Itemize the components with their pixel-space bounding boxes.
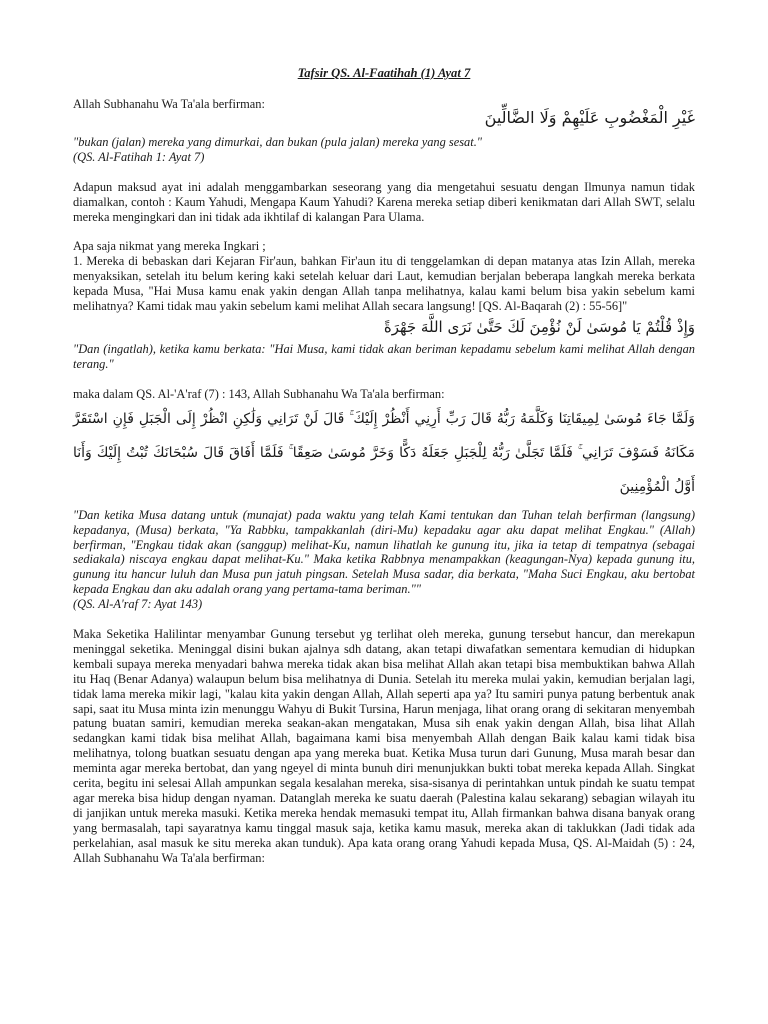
arabic-verse-al-fatihah-7: غَيْرِ الْمَغْضُوبِ عَلَيْهِمْ وَلَا الضَّالِّينَ — [484, 107, 695, 127]
reference-al-fatihah-7: (QS. Al-Fatihah 1: Ayat 7) — [73, 149, 205, 164]
arabic-verse-al-araf-143: وَلَمَّا جَاءَ مُوسَىٰ لِمِيقَاتِنَا وَكَلَّمَهُ رَبُّهُ قَالَ رَبِّ أَرِنِي أَنْظُرْ إِلَيْكَ ۚ قَالَ لَنْ تَرَانِي وَلَٰكِنِ انْظُرْ إِلَى الْجَبَلِ فَإِنِ اسْتَقَرَّ مَكَانَهُ فَسَوْفَ تَرَانِي ۚ فَلَمَّا تَجَلَّىٰ رَبُّهُ لِلْجَبَلِ جَعَلَهُ دَكًّا وَخَرَّ مُوسَىٰ صَعِقًا ۚ فَلَمَّا أَفَاقَ قَالَ سُبْحَانَكَ تُبْتُ إِلَيْكَ وَأَنَا أَوَّلُ الْمُؤْمِنِينَ — [73, 410, 695, 495]
translation-al-fatihah-7: "bukan (jalan) mereka yang dimurkai, dan bukan (pula jalan) mereka yang sesat." — [73, 134, 482, 149]
document-title: Tafsir QS. Al-Faatihah (1) Ayat 7 — [297, 66, 471, 80]
intro-row — [73, 97, 695, 127]
intro-text: Allah Subhanahu Wa Ta'ala berfirman: — [73, 96, 265, 111]
translation-al-araf-143: "Dan ketika Musa datang untuk (munajat) pada waktu yang telah Kami tentukan dan Tuhan telah berfirman (langsung) kepadanya, (Musa) berkata, "Ya Rabbku, tampakkanlah (diri-Mu) kepadaku agar aku dapat melihat Engkau." (Allah) berfirman, "Engkau tidak akan (sanggup) melihat-Ku, namun lihatlah ke gunung itu, jika ia tetap di tempatnya (sebagai sediakala) niscaya engkau dapat melihat-Ku." Maka ketika Rabbnya menampakkan (keagungan-Nya) kepada gunung itu, gunung itu hancur luluh dan Musa pun jatuh pingsan. Setelah Musa sadar, dia berkata, "Maha Suci Engkau, aku bertobat kepada Engkau dan aku adalah orang yang pertama-tama beriman."" — [73, 507, 695, 597]
arabic-verse-al-baqarah-55: وَإِذْ قُلْتُمْ يَا مُوسَىٰ لَنْ نُؤْمِنَ لَكَ حَتَّىٰ نَرَى اللَّهَ جَهْرَةً — [383, 317, 695, 336]
document-page — [73, 66, 695, 866]
reference-al-araf-143: (QS. Al-A'raf 7: Ayat 143) — [73, 597, 203, 612]
translation-al-baqarah-55: "Dan (ingatlah), ketika kamu berkata: "Hai Musa, kami tidak akan beriman kepadamu sebelum kami melihat Allah dengan terang." — [73, 341, 695, 371]
ingkari-heading: Apa saja nikmat yang mereka Ingkari ; — [73, 239, 266, 254]
explanation-paragraph: Adapun maksud ayat ini adalah menggambarkan seseorang yang dia mengetahui sesuatu dengan Ilmunya namun tidak diamalkan, contoh : Kaum Yahudi, Mengapa Kaum Yahudi? Karena mereka setiap diberi kenikmatan dari Allah SWT, selalu mereka mengingkari dan ini tidak ada ikhtilaf di kalangan Para Ulama. — [73, 179, 695, 224]
ingkari-point-1: 1. Mereka di bebaskan dari Kejaran Fir'aun, bahkan Fir'aun itu di tenggelamkan di depan matanya atas Izin Allah, mereka menyaksikan, setelah itu belum kering kaki setelah keluar dari Laut, kemudian berjalan beberapa langkah mereka berkata kepada Musa, "Hai Musa kamu enak yakin dengan Allah tanpa melihatnya, kalau kami belum bisa yakin sebelum kami melihatnya? Kami tidak mau yakin sebelum kami melihat Allah secara langsung! [QS. Al-Baqarah (2) : 55-56]" — [73, 254, 695, 314]
al-araf-intro: maka dalam QS. Al-'A'raf (7) : 143, Allah Subhanahu Wa Ta'ala berfirman: — [73, 386, 445, 401]
story-paragraph: Maka Seketika Halilintar menyambar Gunung tersebut yg terlihat oleh mereka, gunung tersebut hancur, dan merekapun meninggal seketika. Meninggal disini bukan ajalnya sdh datang, akan tetapi diwafatkan sementara kemudian di hidupkan kembali supaya mereka menyadari bahwa mereka tidak akan bisa melihat Allah akan tetapi bisa membuktikan bahwa Allah itu Haq (Benar Adanya) walaupun belum bisa melihatnya di Dunia. Setelah itu mereka mulai yakin, kemudian berjalan lagi, tidak lama mereka mikir lagi, "kalau kita yakin dengan Allah, Allah seperti apa ya? Itu samiri punya patung berbentuk anak sapi, saat itu Musa minta izin menunggu Wahyu di Bukit Tursina, Harun menjaga, lihat orang orang di sekitaran menyembah patung buatan samiri, kemudian mereka seakan-akan mengatakan, Musa sih enak yakin dengan Allah, bisa lihat Allah sedangkan kami tidak bisa melihat Allah, bagaimana kami bisa menyembah Allah dengan Baik kalau kami tidak bisa melihatnya, tolong buatkan sesuatu dengan apa yang mereka buat. Ketika Musa turun dari Gunung, Musa marah besar dan meminta agar mereka bertobat, dan yang ngeyel di minta bunuh diri menunjukkan bukti tobat mereka kepada Allah. Singkat cerita, begitu ini selesai Allah ampunkan segala kesalahan mereka, sisa-sisanya di perintahkan untuk pindah ke suatu tempat agar mereka bisa hidup dengan nyaman. Datanglah mereka ke suatu daerah (Palestina kalau sekarang) sebagian wilayah itu di janjikan untuk mereka masuki. Ketika mereka hendak memasuki tempat itu, Allah firmankan bahwa disana banyak orang yang bermasalah, tapi sayaratnya kamu tinggal masuk saja, ketika kamu masuk, mereka akan di taklukkan (Jadi tidak ada perkelahian, asal masuk ke situ mereka akan tunduk). Apa kata orang orang Yahudi kepada Musa, QS. Al-Maidah (5) : 24, Allah Subhanahu Wa Ta'ala berfirman: — [73, 627, 695, 865]
